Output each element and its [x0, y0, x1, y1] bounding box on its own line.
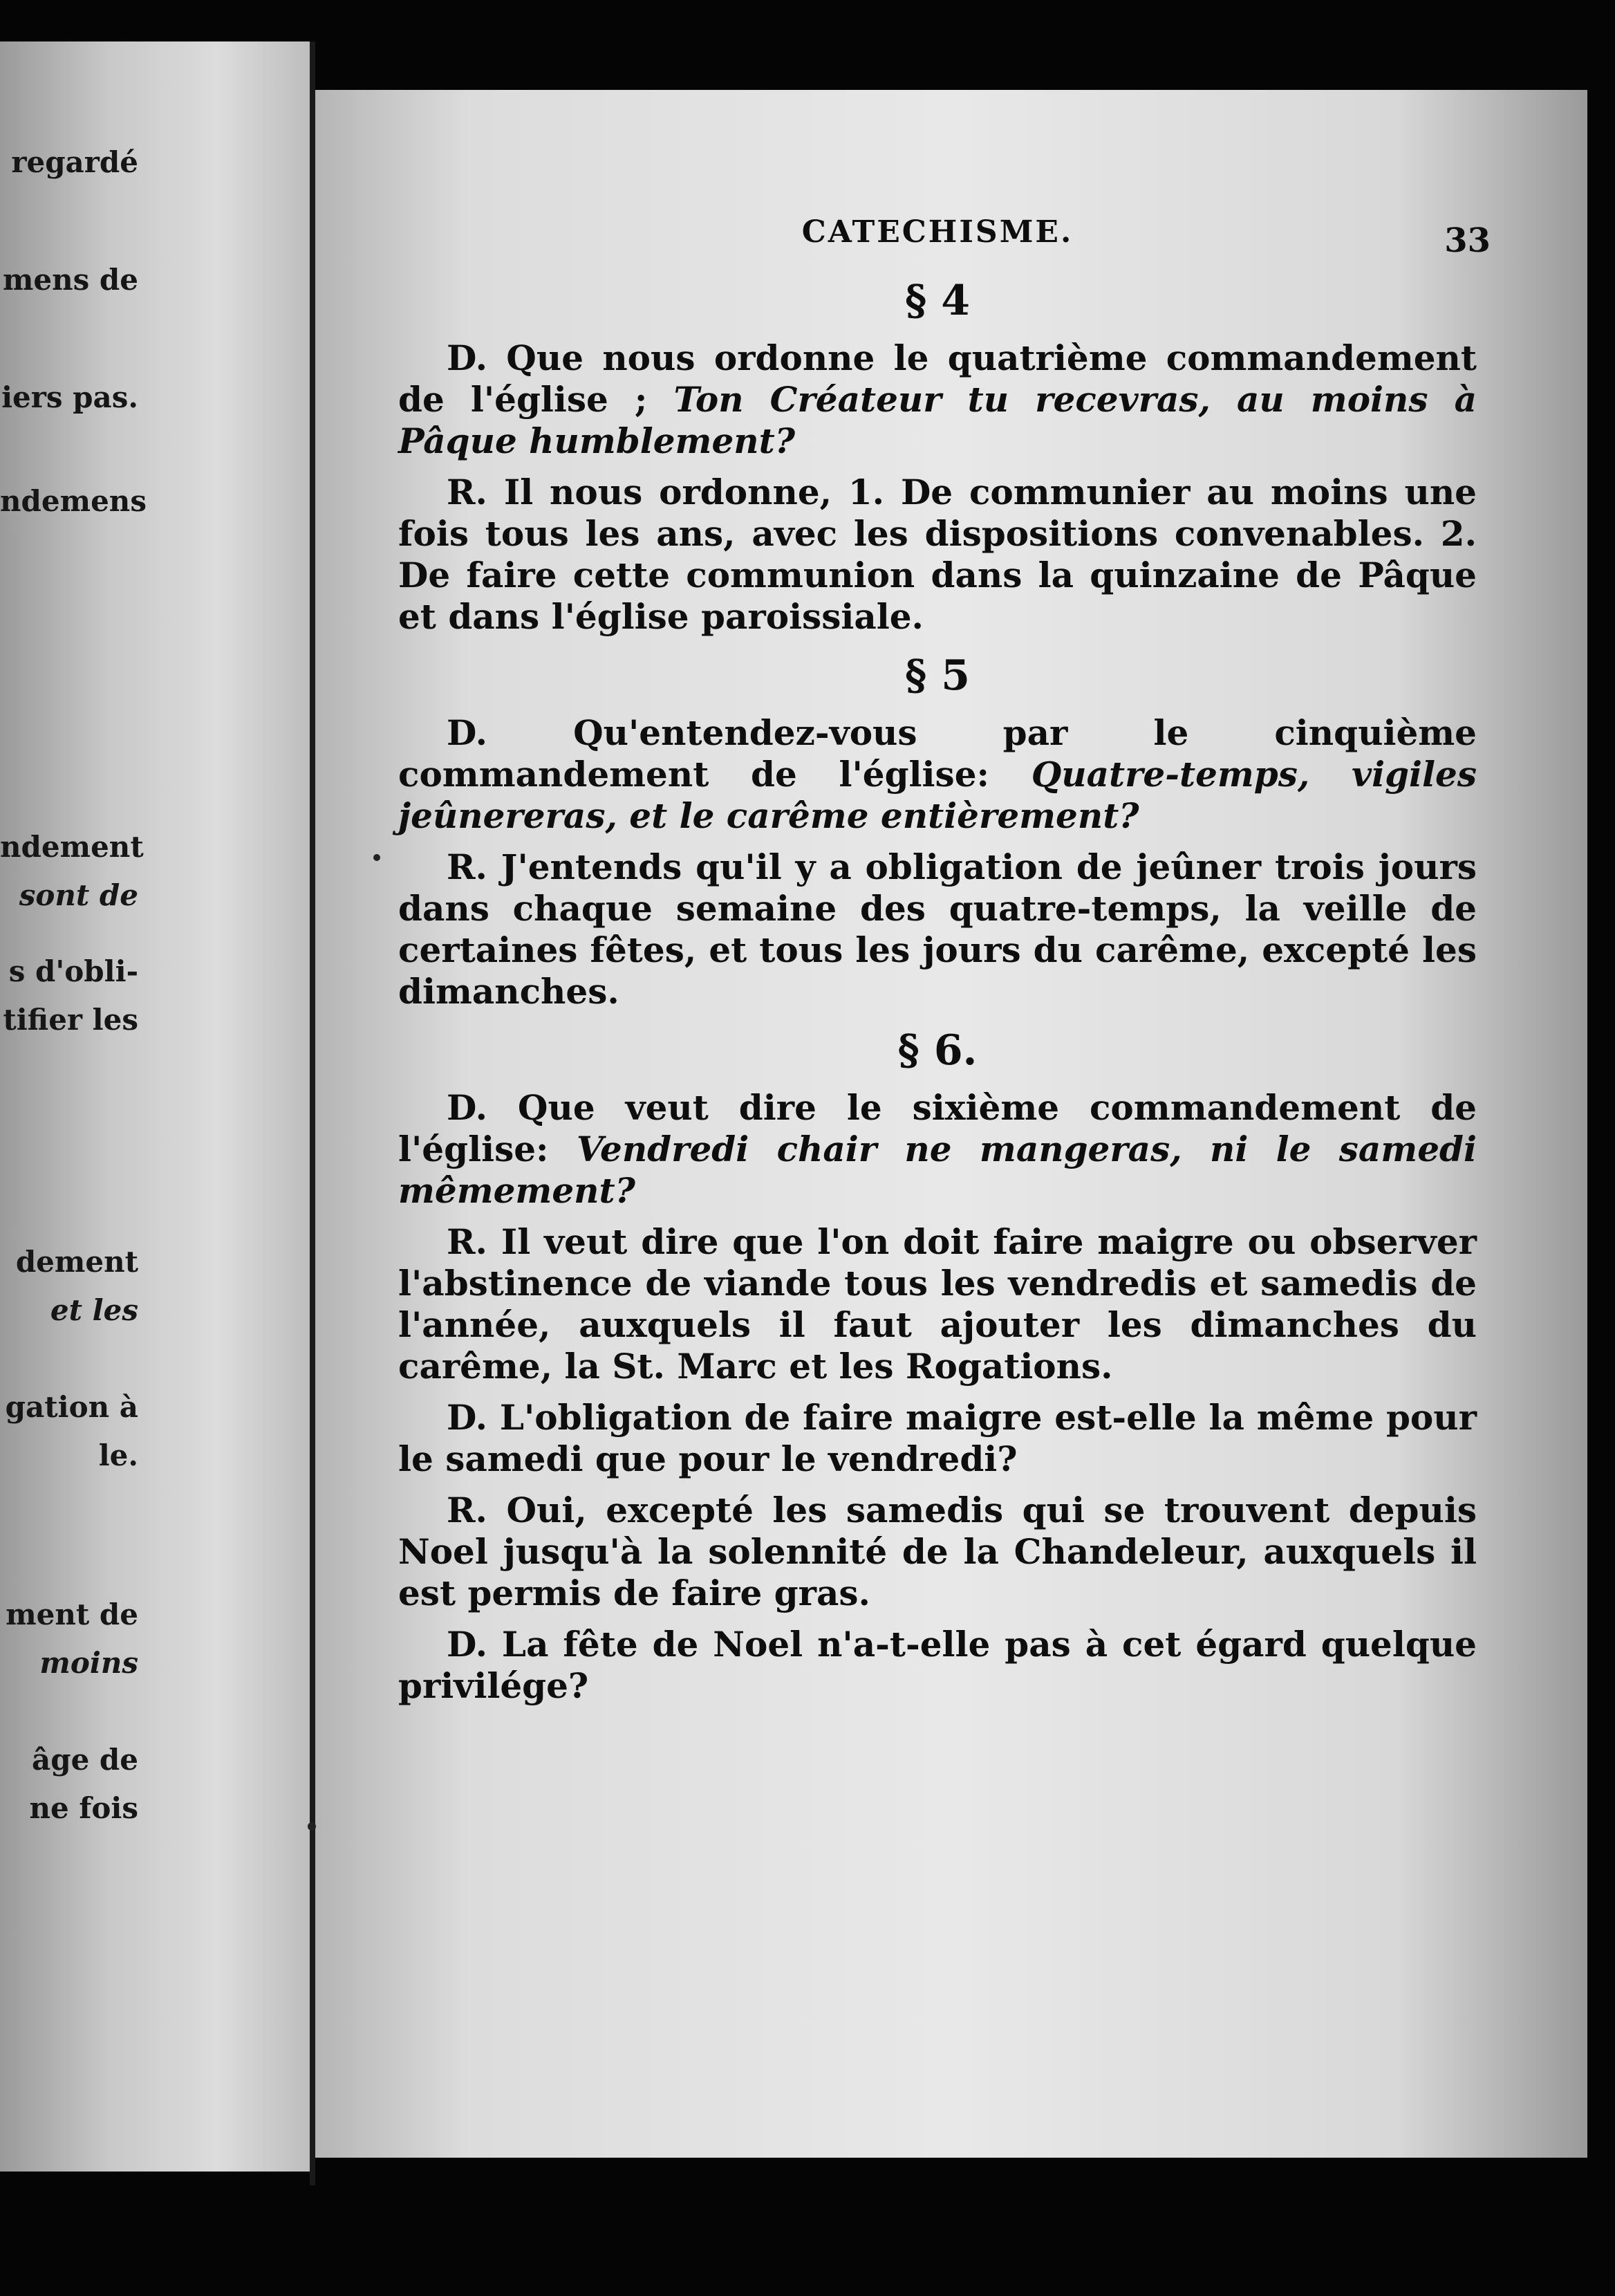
left-fragment: ne fois — [29, 1791, 138, 1825]
left-fragment: âge de — [31, 1743, 138, 1777]
left-fragment: moins — [39, 1646, 138, 1680]
section-heading: § 6. — [897, 1026, 978, 1075]
left-fragment: regardé — [11, 145, 138, 179]
answer-paragraph — [398, 846, 1477, 1012]
paragraph-text: L'obligation de faire maigre est-elle la même pour le samedi que pour le vendredi? — [398, 1397, 1477, 1479]
answer-paragraph — [398, 1490, 1477, 1614]
section-heading: § 4 — [904, 277, 970, 325]
answer-paragraph — [398, 472, 1477, 638]
left-fragment: tifier les — [3, 1003, 138, 1037]
paragraph-marker: R. — [447, 846, 487, 887]
left-fragment: et les — [50, 1293, 138, 1327]
left-fragment: s d'obli- — [8, 954, 138, 988]
section-5 — [398, 651, 1477, 1012]
paragraph-italic: Quatre-temps, vigiles jeûnereras, et le carême entièrement? — [398, 754, 1477, 836]
paragraph-text: J'entends qu'il y a obligation de jeûner trois jours dans chaque semaine des quatre-temps, la veille de certaines fêtes, et tous les jours du carême, excepté les dimanches. — [398, 846, 1477, 1012]
question-paragraph — [398, 1397, 1477, 1480]
question-paragraph — [398, 712, 1477, 837]
paragraph-text: Oui, excepté les samedis qui se trouvent depuis Noel jusqu'à la solennité de la Chandeleur, auxquels il est permis de faire gras. — [398, 1490, 1477, 1613]
question-paragraph — [398, 1624, 1477, 1707]
right-page — [315, 90, 1587, 2158]
left-fragment: dement — [15, 1245, 138, 1279]
page-content — [398, 214, 1491, 1716]
paragraph-italic: Vendredi chair ne mangeras, ni le samedi mêmement? — [398, 1129, 1477, 1211]
left-fragment: gation à — [5, 1390, 138, 1424]
left-fragment: ndement — [0, 830, 144, 864]
running-head — [398, 214, 1491, 263]
paragraph-text: Que veut dire le sixième commandement de l'église: — [398, 1087, 1477, 1169]
left-fragment: le. — [98, 1438, 138, 1472]
left-fragment: ndemens — [0, 484, 147, 518]
paragraph-text: La fête de Noel n'a-t-elle pas à cet égard quelque privilége? — [398, 1624, 1477, 1706]
left-fragment: sont de — [19, 878, 138, 912]
section-6 — [398, 1026, 1477, 1707]
paragraph-marker: D. — [447, 1397, 487, 1438]
paragraph-text: Qu'entendez-vous par le cinquième commandement de l'église: — [398, 712, 1477, 795]
paragraph-text: Que nous ordonne le quatrième commandement de l'église ; — [398, 337, 1477, 420]
speck-mark — [373, 854, 380, 861]
left-fragment: ment de — [6, 1598, 138, 1631]
left-fragment: iers pas. — [1, 380, 138, 414]
book-gutter — [310, 41, 315, 2185]
question-paragraph — [398, 1087, 1477, 1212]
paragraph-italic: Ton Créateur tu recevras, au moins à Pâque humblement? — [398, 379, 1477, 461]
speck-mark — [308, 1822, 316, 1831]
paragraph-marker: R. — [447, 1490, 487, 1530]
paragraph-marker: D. — [447, 1624, 487, 1665]
paragraph-marker: R. — [447, 472, 487, 512]
left-page — [0, 41, 311, 2172]
page-header-title: CATECHISME. — [801, 214, 1074, 250]
page-number: 33 — [1444, 221, 1491, 260]
left-fragment: mens de — [2, 263, 138, 297]
paragraph-marker: D. — [447, 1087, 487, 1128]
answer-paragraph — [398, 1221, 1477, 1387]
paragraph-marker: R. — [447, 1221, 487, 1262]
question-paragraph — [398, 337, 1477, 462]
paragraph-text: Il veut dire que l'on doit faire maigre ou observer l'abstinence de viande tous les vendredis et samedis de l'année, auxquels il faut ajouter les dimanches du carême, la St. Marc et les Rogations. — [398, 1221, 1477, 1387]
section-4 — [398, 277, 1477, 638]
section-heading: § 5 — [904, 651, 970, 700]
paragraph-marker: D. — [447, 337, 487, 378]
paragraph-text: Il nous ordonne, 1. De communier au moins une fois tous les ans, avec les dispositions convenables. 2. De faire cette communion dans la quinzaine de Pâque et dans l'église paroissiale. — [398, 472, 1477, 637]
paragraph-marker: D. — [447, 712, 487, 753]
